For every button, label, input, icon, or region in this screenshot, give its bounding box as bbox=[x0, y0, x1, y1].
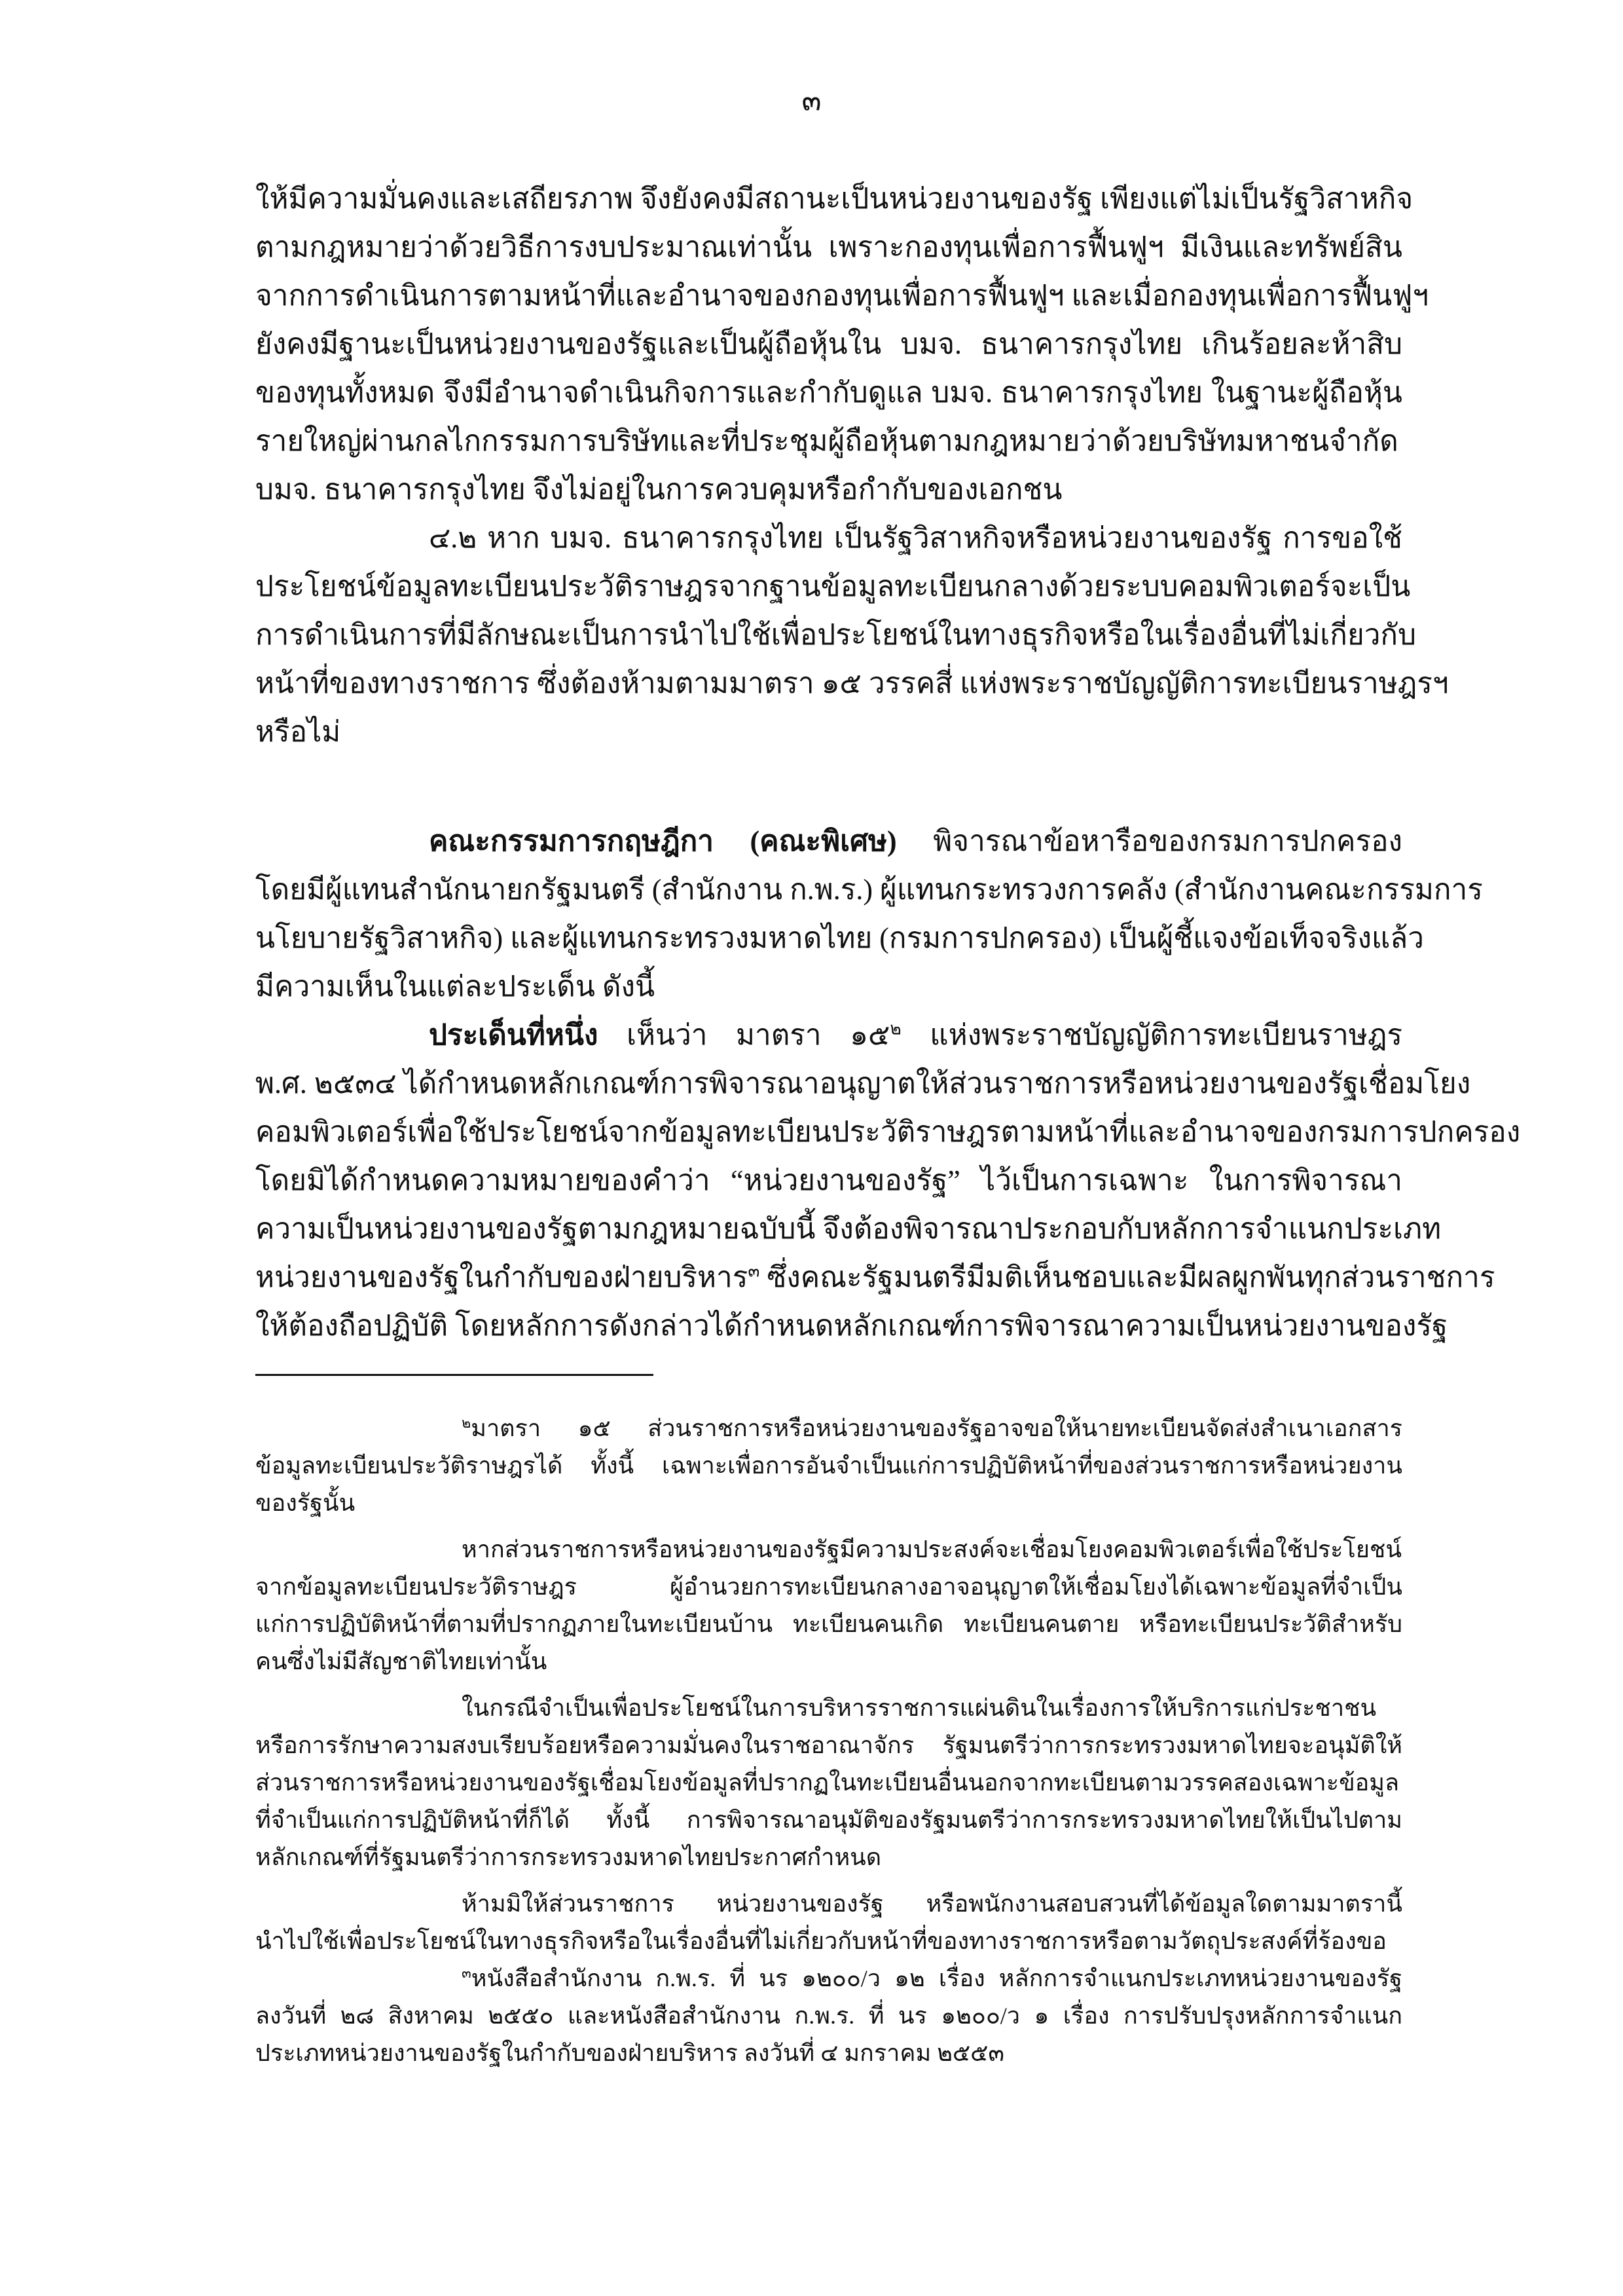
footnote-marker: ๓ bbox=[748, 1261, 760, 1281]
text-line: โดยมีผู้แทนสำนักนายกรัฐมนตรี (สำนักงาน ก.พ.ร.) ผู้แทนกระทรวงการคลัง (สำนักงานคณะกรรมการ bbox=[255, 874, 1483, 906]
text-line: ข้อมูลทะเบียนประวัติราษฎรได้ ทั้งนี้ เฉพาะเพื่อการอันจำเป็นแก่การปฏิบัติหน้าที่ของส่วนราชการหรือหน่วยงาน bbox=[255, 1453, 1402, 1479]
footnote-marker: ๓ bbox=[462, 1965, 471, 1981]
text-line: ยังคงมีฐานะเป็นหน่วยงานของรัฐและเป็นผู้ถือหุ้นใน บมจ. ธนาคารกรุงไทย เกินร้อยละห้าสิบ bbox=[255, 328, 1402, 360]
text-span: เห็นว่า มาตรา ๑๕ bbox=[598, 1019, 890, 1051]
page-number: ๓ bbox=[801, 84, 822, 117]
text-line: ลงวันที่ ๒๘ สิงหาคม ๒๕๕๐ และหนังสือสำนักงาน ก.พ.ร. ที่ นร ๑๒๐๐/ว ๑ เรื่อง การปรับปรุงหลักการจำแนก bbox=[255, 2003, 1402, 2029]
text-line bbox=[255, 1253, 1495, 1302]
text-line: โดยมิได้กำหนดความหมายของคำว่า “หน่วยงานของรัฐ” ไว้เป็นการเฉพาะ ในการพิจารณา bbox=[255, 1164, 1402, 1196]
footnotes bbox=[255, 1410, 1402, 2081]
text-line: ที่จำเป็นแก่การปฏิบัติหน้าที่ก็ได้ ทั้งนี้ การพิจารณาอนุมัติของรัฐมนตรีว่าการกระทรวงมหาดไทยให้เป็นไปตาม bbox=[255, 1807, 1402, 1833]
text-line: หรือไม่ bbox=[255, 716, 341, 748]
footnote-marker: ๒ bbox=[890, 1018, 902, 1039]
paragraph bbox=[255, 1011, 1521, 1350]
paragraph bbox=[255, 175, 1429, 514]
text-line: ความเป็นหน่วยงานของรัฐตามกฎหมายฉบับนี้ จึงต้องพิจารณาประกอบกับหลักการจำแนกประเภท bbox=[255, 1213, 1442, 1245]
text-line: หน้าที่ของทางราชการ ซึ่งต้องห้ามตามมาตรา ๑๕ วรรคสี่ แห่งพระราชบัญญัติการทะเบียนราษฎรฯ bbox=[255, 667, 1449, 699]
paragraph bbox=[255, 1690, 1402, 1876]
paragraph bbox=[255, 1960, 1402, 2072]
paragraph bbox=[255, 1531, 1402, 1680]
text-line: หลักเกณฑ์ที่รัฐมนตรีว่าการกระทรวงมหาดไทยประกาศกำหนด bbox=[255, 1844, 882, 1870]
text-span: พิจารณาข้อหารือของกรมการปกครอง bbox=[896, 825, 1402, 857]
text-line: พ.ศ. ๒๕๓๔ ได้กำหนดหลักเกณฑ์การพิจารณาอนุญาตให้ส่วนราชการหรือหน่วยงานของรัฐเชื่อมโยง bbox=[255, 1067, 1471, 1100]
text-line bbox=[255, 817, 1402, 866]
text-line: ห้ามมิให้ส่วนราชการ หน่วยงานของรัฐ หรือพนักงานสอบสวนที่ได้ข้อมูลใดตามมาตรานี้ bbox=[462, 1891, 1402, 1917]
text-line bbox=[255, 1410, 1402, 1447]
text-span: แห่งพระราชบัญญัติการทะเบียนราษฎร bbox=[901, 1019, 1402, 1051]
text-line bbox=[255, 1011, 1402, 1060]
text-line: นำไปใช้เพื่อประโยชน์ในทางธุรกิจหรือในเรื่องอื่นที่ไม่เกี่ยวกับหน้าที่ของทางราชการหรือตามวัตถุประสงค์ที่ร้องขอ bbox=[255, 1928, 1387, 1954]
body-section-1 bbox=[255, 175, 1449, 756]
text-line: คนซึ่งไม่มีสัญชาติไทยเท่านั้น bbox=[255, 1648, 547, 1675]
text-line: หากส่วนราชการหรือหน่วยงานของรัฐมีความประสงค์จะเชื่อมโยงคอมพิวเตอร์เพื่อใช้ประโยชน์ bbox=[462, 1536, 1402, 1563]
text-line: หรือการรักษาความสงบเรียบร้อยหรือความมั่นคงในราชอาณาจักร รัฐมนตรีว่าการกระทรวงมหาดไทยจะอนุมัติให้ bbox=[255, 1732, 1402, 1758]
text-span: ซึ่งคณะรัฐมนตรีมีมติเห็นชอบและมีผลผูกพันทุกส่วนราชการ bbox=[759, 1261, 1495, 1293]
text-line: ตามกฎหมายว่าด้วยวิธีการงบประมาณเท่านั้น เพราะกองทุนเพื่อการฟื้นฟูฯ มีเงินและทรัพย์สิน bbox=[255, 231, 1402, 263]
text-line: การดำเนินการที่มีลักษณะเป็นการนำไปใช้เพื่อประโยชน์ในทางธุรกิจหรือในเรื่องอื่นที่ไม่เกี่ยวกับ bbox=[255, 619, 1416, 651]
text-line: ของรัฐนั้น bbox=[255, 1490, 356, 1516]
text-line: จากการดำเนินการตามหน้าที่และอำนาจของกองทุนเพื่อการฟื้นฟูฯ และเมื่อกองทุนเพื่อการฟื้นฟูฯ bbox=[255, 280, 1429, 312]
body-section-2 bbox=[255, 817, 1521, 1350]
text-line: ประเภทหน่วยงานของรัฐในกำกับของฝ่ายบริหาร ลงวันที่ ๔ มกราคม ๒๕๕๓ bbox=[255, 2040, 1005, 2066]
text-line: ส่วนราชการหรือหน่วยงานของรัฐเชื่อมโยงข้อมูลที่ปรากฏในทะเบียนอื่นนอกจากทะเบียนตามวรรคสองเฉพาะข้อมูล bbox=[255, 1769, 1400, 1796]
paragraph bbox=[255, 1410, 1402, 1522]
paragraph bbox=[255, 817, 1483, 1011]
text-line: ประโยชน์ข้อมูลทะเบียนประวัติราษฎรจากฐานข้อมูลทะเบียนกลางด้วยระบบคอมพิวเตอร์จะเป็น bbox=[255, 570, 1411, 602]
text-line: มีความเห็นในแต่ละประเด็น ดังนี้ bbox=[255, 971, 655, 1003]
paragraph bbox=[255, 514, 1449, 756]
bold-heading: คณะกรรมการกฤษฎีกา (คณะพิเศษ) bbox=[429, 825, 897, 857]
bold-heading: ประเด็นที่หนึ่ง bbox=[429, 1019, 598, 1051]
paragraph bbox=[255, 1885, 1402, 1960]
text-line: นโยบายรัฐวิสาหกิจ) และผู้แทนกระทรวงมหาดไทย (กรมการปกครอง) เป็นผู้ชี้แจงข้อเท็จจริงแล้ว bbox=[255, 922, 1424, 954]
text-span: หน่วยงานของรัฐในกำกับของฝ่ายบริหาร bbox=[255, 1261, 748, 1293]
text-line: รายใหญ่ผ่านกลไกกรรมการบริษัทและที่ประชุมผู้ถือหุ้นตามกฎหมายว่าด้วยบริษัทมหาชนจำกัด bbox=[255, 425, 1398, 457]
text-line: ให้มีความมั่นคงและเสถียรภาพ จึงยังคงมีสถานะเป็นหน่วยงานของรัฐ เพียงแต่ไม่เป็นรัฐวิสาหกิจ bbox=[255, 183, 1413, 215]
text-line: บมจ. ธนาคารกรุงไทย จึงไม่อยู่ในการควบคุมหรือกำกับของเอกชน bbox=[255, 473, 1063, 506]
text-line: ในกรณีจำเป็นเพื่อประโยชน์ในการบริหารราชการแผ่นดินในเรื่องการให้บริการแก่ประชาชน bbox=[462, 1695, 1377, 1721]
text-span: หนังสือสำนักงาน ก.พ.ร. ที่ นร ๑๒๐๐/ว ๑๒ เรื่อง หลักการจำแนกประเภทหน่วยงานของรัฐ bbox=[471, 1965, 1402, 1991]
footnote-marker: ๒ bbox=[462, 1415, 471, 1431]
text-line: แก่การปฏิบัติหน้าที่ตามที่ปรากฏภายในทะเบียนบ้าน ทะเบียนคนเกิด ทะเบียนคนตาย หรือทะเบียนประวัติสำหรับ bbox=[255, 1611, 1402, 1637]
text-line: คอมพิวเตอร์เพื่อใช้ประโยชน์จากข้อมูลทะเบียนประวัติราษฎรตามหน้าที่และอำนาจของกรมการปกครอง bbox=[255, 1116, 1521, 1148]
text-line: ของทุนทั้งหมด จึงมีอำนาจดำเนินกิจการและกำกับดูแล บมจ. ธนาคารกรุงไทย ในฐานะผู้ถือหุ้น bbox=[255, 377, 1402, 409]
text-line bbox=[255, 1960, 1402, 1997]
text-line: จากข้อมูลทะเบียนประวัติราษฎร ผู้อำนวยการทะเบียนกลางอาจอนุญาตให้เชื่อมโยงได้เฉพาะข้อมูลที่จำเป็น bbox=[255, 1574, 1402, 1600]
footnote-separator bbox=[255, 1374, 653, 1376]
text-span: มาตรา ๑๕ ส่วนราชการหรือหน่วยงานของรัฐอาจขอให้นายทะเบียนจัดส่งสำเนาเอกสาร bbox=[471, 1415, 1402, 1441]
text-line: ๔.๒ หาก บมจ. ธนาคารกรุงไทย เป็นรัฐวิสาหกิจหรือหน่วยงานของรัฐ การขอใช้ bbox=[429, 522, 1402, 554]
text-line: ให้ต้องถือปฏิบัติ โดยหลักการดังกล่าวได้กำหนดหลักเกณฑ์การพิจารณาความเป็นหน่วยงานของรัฐ bbox=[255, 1310, 1448, 1342]
